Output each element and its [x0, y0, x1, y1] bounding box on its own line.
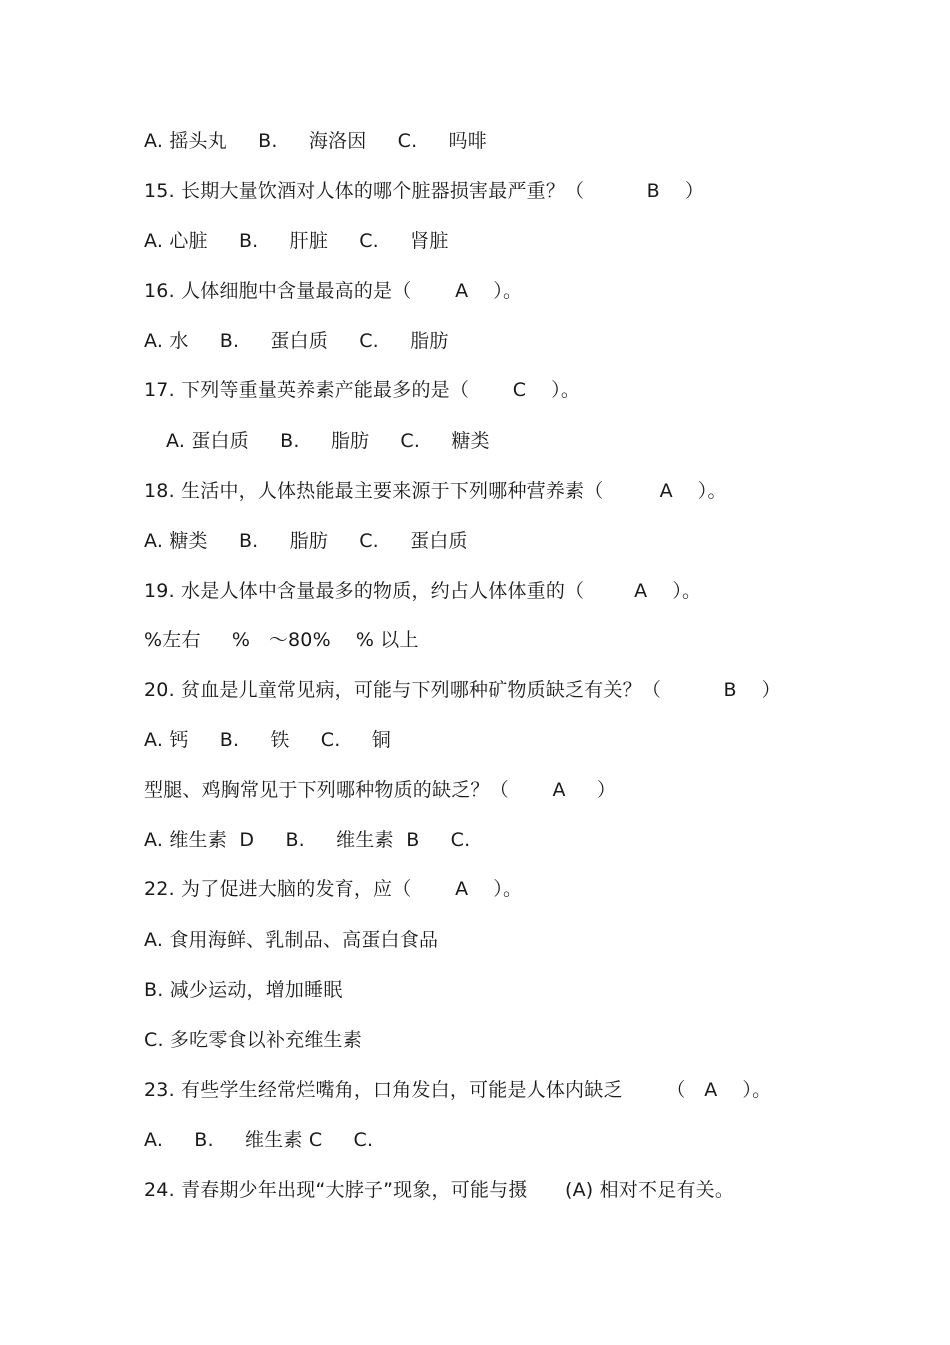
- question-17: 17. 下列等重量英养素产能最多的是（ C ）。: [144, 379, 581, 401]
- option-line-q18: A. 糖类 B. 脂肪 C. 蛋白质: [144, 530, 468, 552]
- option-line-q21: A. 维生素 D B. 维生素 B C.: [144, 829, 471, 851]
- question-20: 20. 贫血是儿童常见病，可能与下列哪种矿物质缺乏有关？（ B ）: [144, 679, 781, 701]
- question-18: 18. 生活中，人体热能最主要来源于下列哪种营养素（ A ）。: [144, 480, 727, 502]
- option-line-q19: %左右 % ～80% % 以上: [144, 629, 419, 651]
- option-line-q16: A. 水 B. 蛋白质 C. 脂肪: [144, 330, 449, 352]
- question-24: 24. 青春期少年出现“大脖子”现象，可能与摄 (A) 相对不足有关。: [144, 1179, 735, 1201]
- option-line-q17: A. 蛋白质 B. 脂肪 C. 糖类: [166, 430, 490, 452]
- option-c-q22: C. 多吃零食以补充维生素: [144, 1029, 362, 1051]
- question-22: 22. 为了促进大脑的发育，应（ A ）。: [144, 878, 523, 900]
- question-16: 16. 人体细胞中含量最高的是（ A ）。: [144, 280, 523, 302]
- question-15: 15. 长期大量饮酒对人体的哪个脏器损害最严重？（ B ）: [144, 180, 705, 202]
- option-a-q22: A. 食用海鲜、乳制品、高蛋白食品: [144, 929, 439, 951]
- option-b-q22: B. 减少运动，增加睡眠: [144, 979, 343, 1001]
- option-line-q14: A. 摇头丸 B. 海洛因 C. 吗啡: [144, 130, 487, 152]
- question-19: 19. 水是人体中含量最多的物质，约占人体体重的（ A ）。: [144, 580, 702, 602]
- option-line-q23: A. B. 维生素 C C.: [144, 1129, 374, 1151]
- question-23: 23. 有些学生经常烂嘴角，口角发白，可能是人体内缺乏 （ A ）。: [144, 1079, 772, 1101]
- question-21: 型腿、鸡胸常见于下列哪种物质的缺乏？（ A ）: [144, 779, 617, 801]
- option-line-q15: A. 心脏 B. 肝脏 C. 肾脏: [144, 230, 449, 252]
- option-line-q20: A. 钙 B. 铁 C. 铜: [144, 729, 391, 751]
